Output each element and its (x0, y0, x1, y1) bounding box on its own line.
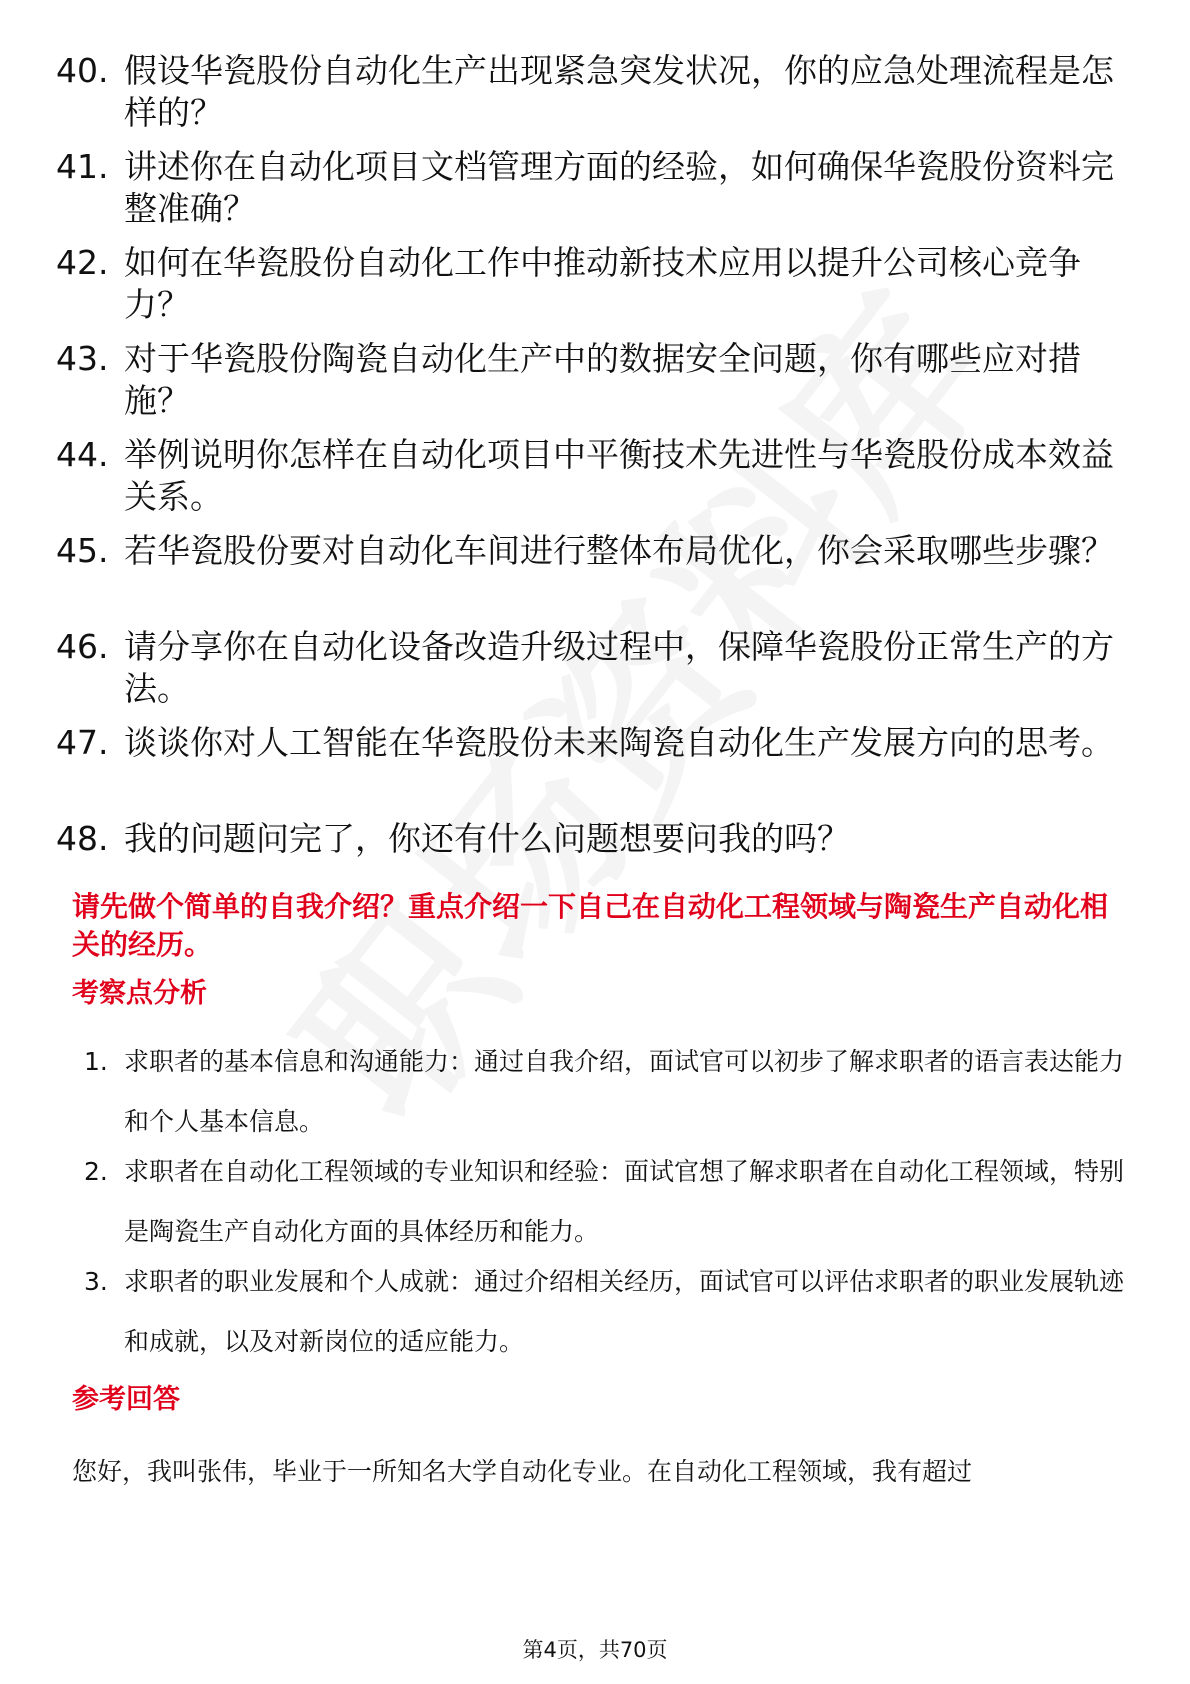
question-number: 40. (56, 51, 109, 90)
analysis-point-1 (84, 1032, 1124, 1152)
question-number: 42. (56, 243, 109, 282)
question-item-48 (56, 818, 1126, 860)
question-text: 讲述你在自动化项目文档管理方面的经验，如何确保华瓷股份资料完整准确？ (124, 147, 1114, 228)
analysis-point-2 (84, 1142, 1124, 1262)
question-number: 48. (56, 819, 109, 858)
question-text: 如何在华瓷股份自动化工作中推动新技术应用以提升公司核心竞争力？ (124, 243, 1081, 324)
analysis-point-number: 3. (84, 1267, 108, 1296)
question-text: 谈谈你对人工智能在华瓷股份未来陶瓷自动化生产发展方向的思考。 (124, 723, 1114, 762)
question-number: 44. (56, 435, 109, 474)
question-item-43 (56, 338, 1126, 422)
question-text: 假设华瓷股份自动化生产出现紧急突发状况，你的应急处理流程是怎样的？ (124, 51, 1114, 132)
question-text: 请分享你在自动化设备改造升级过程中，保障华瓷股份正常生产的方法。 (124, 627, 1114, 708)
question-text: 我的问题问完了，你还有什么问题想要问我的吗？ (124, 819, 850, 858)
analysis-point-text: 求职者的职业发展和个人成就：通过介绍相关经历，面试官可以评估求职者的职业发展轨迹和成就，以及对新岗位的适应能力。 (124, 1267, 1125, 1356)
question-text: 举例说明你怎样在自动化项目中平衡技术先进性与华瓷股份成本效益关系。 (124, 435, 1114, 516)
analysis-point-number: 1. (84, 1047, 108, 1076)
analysis-point-text: 求职者在自动化工程领域的专业知识和经验：面试官想了解求职者在自动化工程领域，特别是陶瓷生产自动化方面的具体经历和能力。 (124, 1157, 1125, 1246)
question-item-45 (56, 530, 1126, 572)
question-text: 若华瓷股份要对自动化车间进行整体布局优化，你会采取哪些步骤？ (124, 531, 1114, 570)
question-number: 45. (56, 531, 109, 570)
analysis-point-number: 2. (84, 1157, 108, 1186)
analysis-point-3 (84, 1252, 1124, 1372)
question-text: 对于华瓷股份陶瓷自动化生产中的数据安全问题，你有哪些应对措施？ (124, 339, 1081, 420)
question-number: 47. (56, 723, 109, 762)
question-number: 46. (56, 627, 109, 666)
question-item-41 (56, 146, 1126, 230)
answer-paragraph: 您好，我叫张伟，毕业于一所知名大学自动化专业。在自动化工程领域，我有超过 (72, 1457, 973, 1486)
analysis-point-text: 求职者的基本信息和沟通能力：通过自我介绍，面试官可以初步了解求职者的语言表达能力和个人基本信息。 (124, 1047, 1125, 1136)
question-item-42 (56, 242, 1126, 326)
section-question-heading: 请先做个简单的自我介绍？重点介绍一下自己在自动化工程领域与陶瓷生产自动化相关的经历。 (72, 890, 1109, 961)
question-item-47 (56, 722, 1126, 764)
question-number: 41. (56, 147, 109, 186)
question-item-44 (56, 434, 1126, 518)
question-number: 43. (56, 339, 109, 378)
question-item-40 (56, 50, 1126, 134)
page-footer: 第4页，共70页 (522, 1638, 668, 1662)
analysis-title: 考察点分析 (72, 978, 207, 1009)
question-item-46 (56, 626, 1126, 710)
answer-title: 参考回答 (72, 1384, 180, 1415)
